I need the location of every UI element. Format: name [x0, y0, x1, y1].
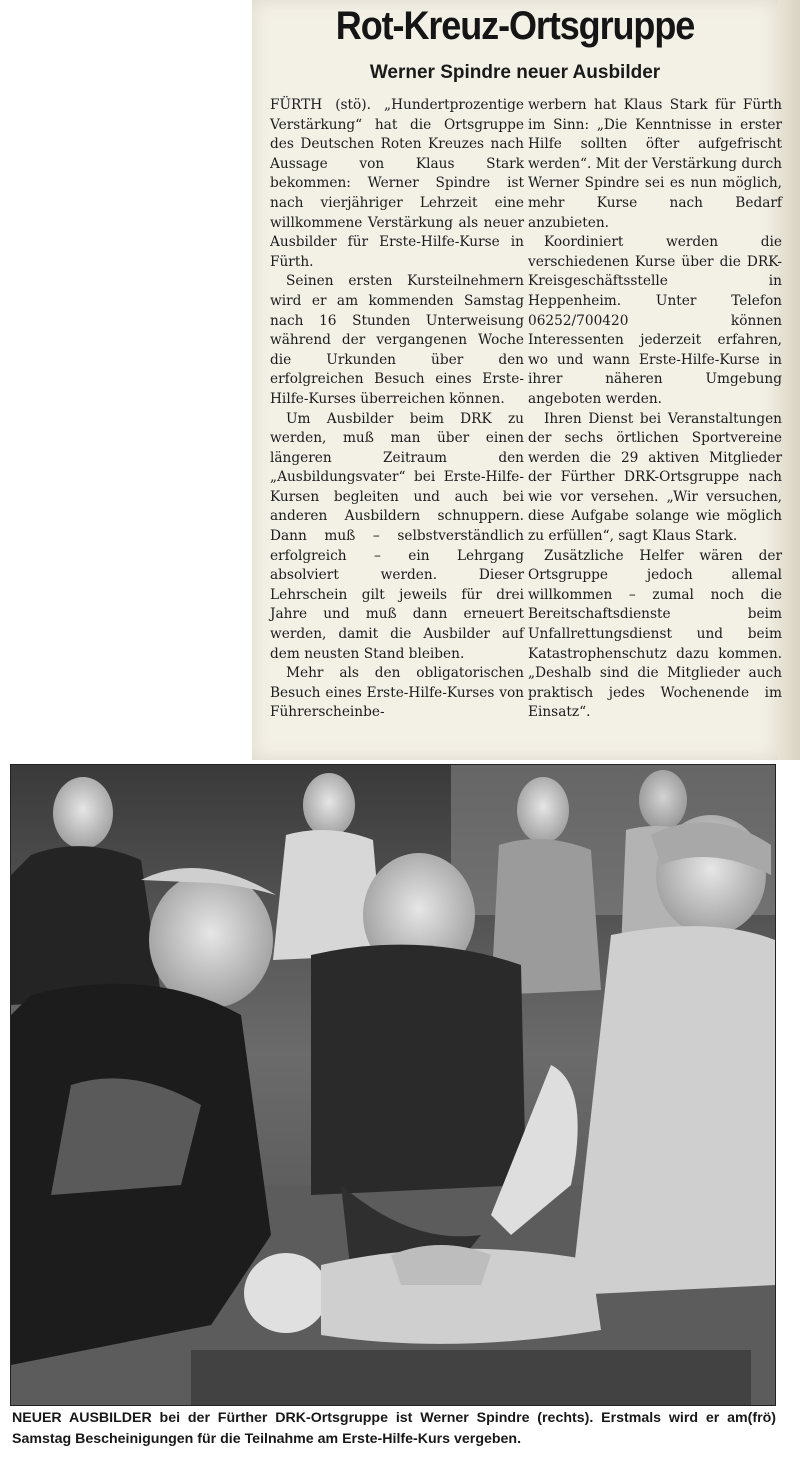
photo-credit: (frö) [747, 1410, 776, 1426]
paragraph: Zusätzliche Helfer wären der Ortsgruppe jedoch allemal willkommen – zumal noch die Bereitschaftsdienste beim Unfallrettungsdienst und beim Katastrophenschutz dazu kommen. „Deshalb sind die Mitglieder auch praktisch jedes Wochenende im Einsatz“. [528, 547, 782, 721]
article-column-1 [270, 96, 524, 723]
press-photo [10, 764, 776, 1406]
article-column-2 [528, 96, 782, 723]
neighbor-clipping-left [0, 0, 252, 760]
paragraph: Mehr als den obligatorischen Besuch eines Erste-Hilfe-Kurses von Führerscheinbe- [270, 665, 524, 721]
paragraph: Ihren Dienst bei Veranstaltungen der sechs örtlichen Sportvereine werden die 29 aktiven Mitglieder der Fürther DRK-Ortsgruppe nach wie vor versehen. „Wir versuchen, diese Aufgabe solange wie möglich zu erfüllen“, sagt Klaus Stark. [528, 410, 782, 545]
paragraph: Um Ausbilder beim DRK zu werden, muß man über einen längeren Zeitraum den „Ausbildungsvater“ bei Erste-Hilfe-Kursen begleiten und auch bei anderen Ausbildern schnuppern. Dann muß – selbstverständlich erfolgreich – ein Lehrgang absolviert werden. Dieser Lehrschein gilt jeweils für drei Jahre und muß dann erneuert werden, damit die Ausbilder auf dem neusten Stand bleiben. [270, 410, 524, 662]
headline: Rot-Kreuz-Ortsgruppe [335, 4, 695, 48]
subheadline: Werner Spindre neuer Ausbilder [369, 62, 661, 83]
cpr-mannequin [244, 1245, 601, 1344]
paragraph: Koordiniert werden die verschiedenen Kurse über die DRK-Kreisgeschäftsstelle in Heppenheim. Unter Telefon 06252/700420 können Interessenten jederzeit erfahren, wo und wann Erste-Hilfe-Kurse in ihrer näheren Umgebung angeboten werden. [528, 234, 782, 407]
photo-caption-text: NEUER AUSBILDER bei der Fürther DRK-Ortsgruppe ist Werner Spindre (rechts). Erstmals wird er am Samstag Bescheinigungen für die Teilnahme am Erste-Hilfe-Kurs vergeben. [12, 1410, 748, 1447]
photo-caption [12, 1408, 776, 1450]
paragraph: Seinen ersten Kursteilnehmern wird er am kommenden Samstag nach 16 Stunden Unterweisung während der vergangenen Woche die Urkunden über den erfolgreichen Besuch eines Erste-Hilfe-Kurses überreichen können. [270, 273, 524, 407]
paragraph: FÜRTH (stö). „Hundertprozentige Verstärkung“ hat die Ortsgruppe des Deutschen Roten Kreuzes nach Aussage von Klaus Stark bekommen: Werner Spindre ist nach vierjähriger Lehrzeit eine willkommene Verstärkung als neuer Ausbilder für Erste-Hilfe-Kurse in Fürth. [270, 97, 524, 270]
photo-illustration [11, 765, 775, 1405]
article-clipping [252, 0, 782, 760]
paragraph: werbern hat Klaus Stark für Fürth im Sinn: „Die Kenntnisse in erster Hilfe sollten öfter aufgefrischt werden“. Mit der Verstärkung durch Werner Spindre sei es nun möglich, mehr Kurse nach Bedarf anzubieten. [528, 97, 782, 231]
